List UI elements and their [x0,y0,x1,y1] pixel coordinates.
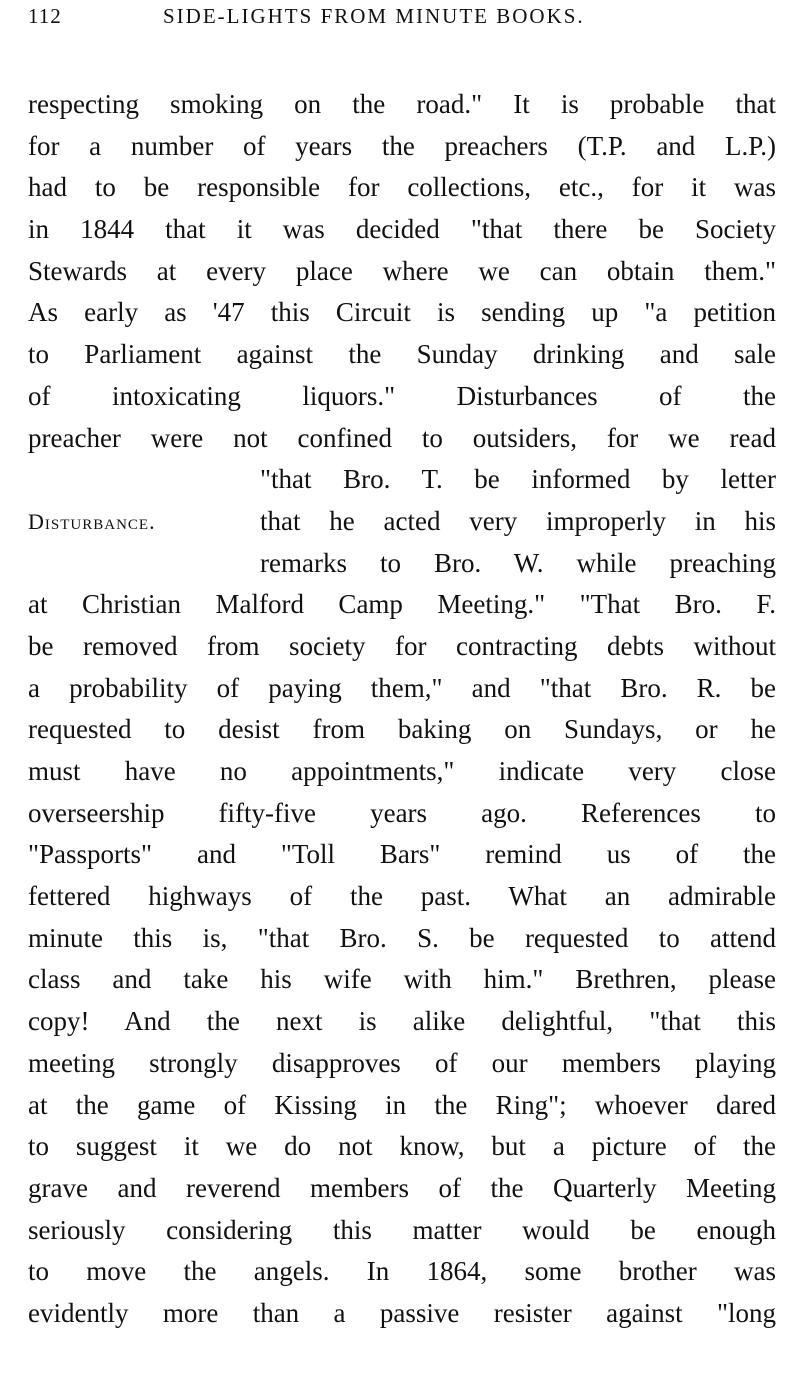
text-line: requested to desist from baking on Sundays, or he [28,714,776,745]
indented-row [28,543,776,585]
text-line: be removed from society for contracting debts without [28,630,776,661]
text-line: at the game of Kissing in the Ring"; whoever dared [28,1089,776,1120]
text-line: minute this is, "that Bro. S. be requested to attend [28,922,776,953]
page-number: 112 [28,4,62,28]
text-line: meeting strongly disapproves of our members playing [28,1047,776,1078]
text-line: to Parliament against the Sunday drinking and sale [28,339,776,370]
text-line: As early as '47 this Circuit is sending up "a petition [28,297,776,328]
indented-row-with-margin-note [28,501,776,543]
text-line: overseership fifty-five years ago. References to [28,797,776,828]
running-title: SIDE-LIGHTS FROM MINUTE BOOKS. [163,4,585,28]
text-line: copy! And the next is alike delightful, "that this [28,1006,776,1037]
text-line: for a number of years the preachers (T.P. and L.P.) [28,130,776,161]
text-line: had to be responsible for collections, etc., for it was [28,172,776,203]
text-line: at Christian Malford Camp Meeting." "That Bro. F. [28,589,776,620]
text-line: seriously considering this matter would be enough [28,1214,776,1245]
text-line: respecting smoking on the road." It is probable that [28,89,776,119]
body-text [28,84,776,1335]
text-line: class and take his wife with him." Brethren, please [28,964,776,995]
text-line: Stewards at every place where we can obtain them." [28,255,776,286]
text-line: preacher were not confined to outsiders, for we read [28,422,776,453]
text-line: in 1844 that it was decided "that there be Society [28,214,776,245]
text-line: of intoxicating liquors." Disturbances of the [28,380,776,411]
text-line: to move the angels. In 1864, some brother was [28,1256,776,1287]
text-line: remarks to Bro. W. while preaching [260,547,776,578]
text-line: evidently more than a passive resister against "long [28,1297,776,1328]
text-line: "Passports" and "Toll Bars" remind us of the [28,839,776,870]
page-header [28,4,776,38]
text-line: that he acted very improperly in his [260,505,776,536]
text-line: fettered highways of the past. What an admirable [28,881,776,912]
text-line: must have no appointments," indicate very close [28,756,776,786]
text-line: grave and reverend members of the Quarterly Meeting [28,1172,776,1203]
indented-row [28,459,776,501]
text-line: to suggest it we do not know, but a picture of the [28,1131,776,1162]
text-line: "that Bro. T. be informed by letter [260,464,776,495]
text-line: a probability of paying them," and "that Bro. R. be [28,672,776,703]
side-note: Disturbance. [28,508,156,534]
